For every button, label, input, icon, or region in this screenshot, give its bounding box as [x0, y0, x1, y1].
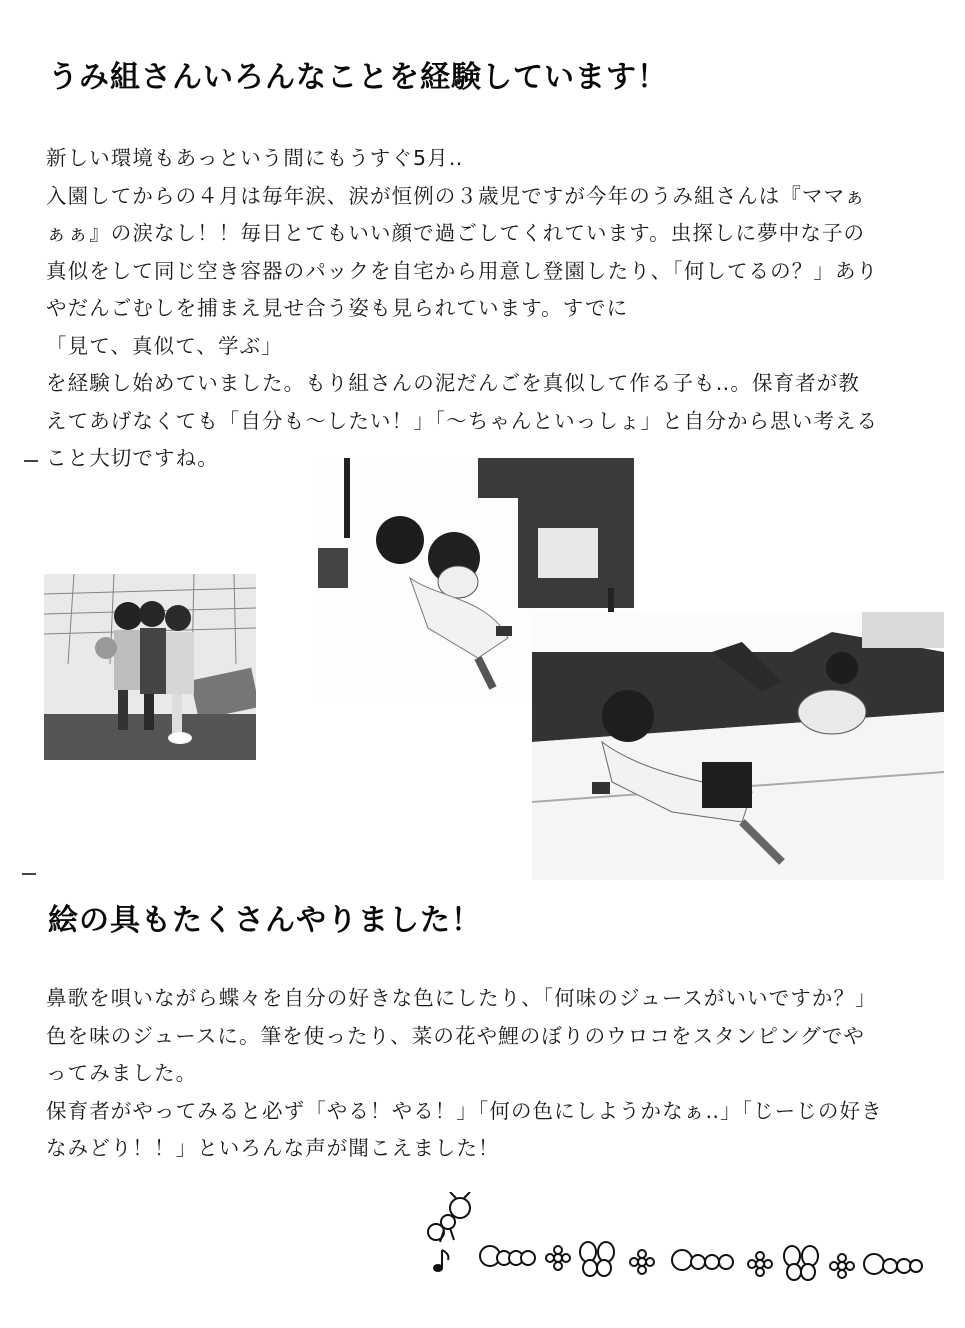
children-looking-at-container-photo: [44, 574, 256, 760]
section-body-experiences: [46, 140, 926, 478]
flower-icon: [830, 1254, 854, 1278]
body-line: 入園してからの４月は毎年涙、涙が恒例の３歳児ですが今年のうみ組さんは『ママぁ: [46, 183, 866, 208]
section-title-paint: 絵の具もたくさんやりました！: [48, 903, 482, 938]
caterpillar-icon: [480, 1246, 535, 1266]
body-line: こと大切ですね。: [46, 446, 219, 470]
body-line: 色を味のジュースに。筆を使ったり、菜の花や鯉のぼりのウロコをスタンピングでや: [46, 1023, 865, 1048]
section-title-experiences: うみ組さんいろんなことを経験しています！: [48, 60, 668, 95]
body-line: 真似をして同じ空き容器のパックを自宅から用意し登園したり、「何してるの？」あり: [46, 258, 879, 283]
body-line: を経験し始めていました。もり組さんの泥だんごを真似して作る子も‥。保育者が教: [46, 371, 860, 395]
butterfly-icon: [580, 1242, 614, 1276]
butterfly-icon: [784, 1246, 818, 1280]
music-note-icon: [433, 1250, 448, 1272]
caterpillar-icon: [864, 1254, 922, 1274]
body-line: 鼻歌を唄いながら蝶々を自分の好きな色にしたり、「何味のジュースがいいですか？」: [46, 986, 877, 1010]
body-line: ぁぁ』の涙なし！！毎日とてもいい顔で過ごしてくれています。虫探しに夢中な子の: [46, 221, 866, 245]
margin-mark: [22, 873, 36, 875]
flower-icon: [748, 1252, 772, 1276]
body-line: なみどり！！」といろんな声が聞こえました！: [46, 1136, 500, 1160]
body-line: 「見て、真似て、学ぶ」: [46, 333, 283, 358]
body-line: やだんごむしを捕まえ見せ合う姿も見られています。すでに: [46, 296, 629, 320]
flower-icon: [546, 1246, 570, 1270]
body-line: えてあげなくても「自分も～したい！」「～ちゃんといっしょ」と自分から思い考える: [46, 408, 879, 433]
margin-mark: [24, 460, 38, 462]
decorative-border: [420, 1192, 930, 1302]
children-crawling-floor-photo: [532, 612, 944, 880]
body-line: 保育者がやってみると必ず「やる！やる！」「何の色にしようかなぁ‥」「じーじの好き: [46, 1098, 883, 1123]
section-body-paint: [46, 980, 926, 1168]
ant-icon: [428, 1192, 470, 1242]
body-line: 新しい環境もあっという間にもうすぐ5月‥: [46, 146, 464, 170]
body-line: ってみました。: [46, 1061, 198, 1085]
flower-icon: [630, 1250, 654, 1274]
caterpillar-icon: [672, 1250, 733, 1270]
